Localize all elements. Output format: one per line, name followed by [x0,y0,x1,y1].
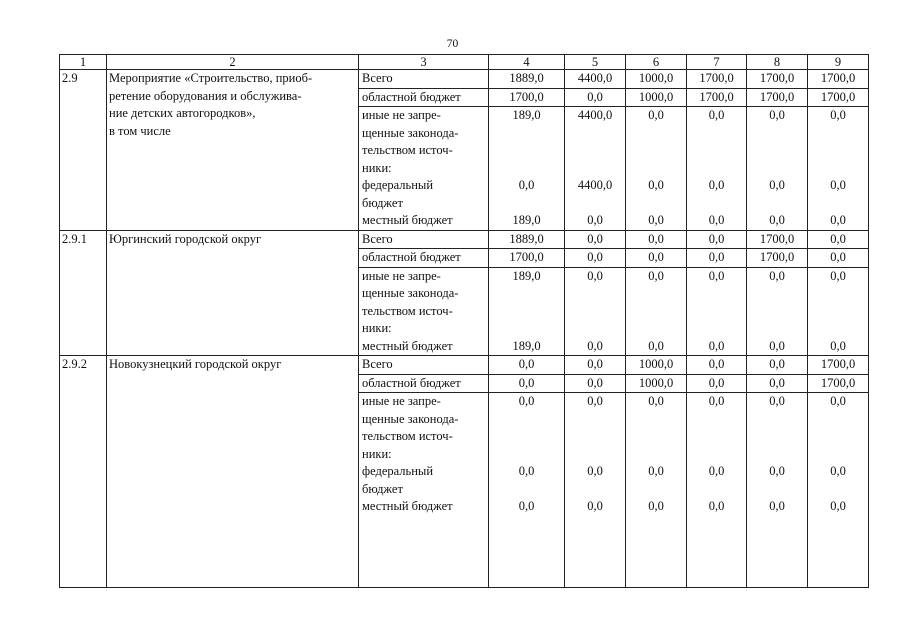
value-line: 0,0 [708,108,725,122]
value-line: 0,0 [830,213,846,227]
value-cell [808,70,869,89]
column-number: 6 [626,55,687,70]
value-line [626,195,686,213]
value-line [565,125,625,143]
value-line: 1889,0 [509,71,544,85]
value-line [626,446,686,464]
value-line: 0,0 [769,357,785,371]
value-line: 0,0 [518,499,535,513]
row-number-text: 2.9.1 [62,231,87,246]
value-line: 1700,0 [759,231,795,246]
value-cell [687,249,747,268]
value-line [687,285,746,303]
value-cell [687,393,747,588]
value-cell [626,356,687,375]
value-line: 0,0 [769,499,785,513]
value-line [565,446,625,464]
funding-source [359,230,489,249]
value-line [489,481,564,499]
value-cell [565,88,626,107]
value-cell [489,107,565,231]
value-cell [565,70,626,89]
value-line: 0,0 [648,394,664,408]
value-line [687,142,746,160]
value-line: 0,0 [830,250,846,264]
value-line: 0,0 [708,178,725,192]
value-cell [687,88,747,107]
column-number: 8 [747,55,808,70]
column-number-row [60,55,869,70]
column-number: 9 [808,55,869,70]
value-cell [565,107,626,231]
value-cell [626,107,687,231]
value-line: 189,0 [512,268,541,283]
row-number-text: 2.9 [62,71,78,85]
value-line: 1700,0 [759,250,795,264]
value-line: 1700,0 [509,250,544,264]
value-cell [808,356,869,375]
value-line [565,428,625,446]
column-number: 5 [565,55,626,70]
funding-source-line: местный бюджет [362,213,453,227]
row-number [60,230,107,356]
measure-name [107,230,359,356]
value-line: 0,0 [708,268,725,283]
value-line: 0,0 [769,213,785,227]
value-cell [565,267,626,356]
value-cell [626,230,687,249]
funding-source-line: федеральный [362,178,434,192]
funding-source-line: иные не запре- [362,108,441,122]
value-line: 1700,0 [759,71,795,85]
value-line [808,320,868,338]
value-cell [747,107,808,231]
value-line [489,195,564,213]
value-line: 1700,0 [759,89,795,104]
value-line: 4400,0 [577,178,613,192]
value-line: 0,0 [769,108,785,122]
value-line: 0,0 [830,231,846,246]
value-line: 1700,0 [699,89,734,104]
value-cell [747,70,808,89]
funding-source-line: щенные законода- [362,286,459,300]
value-line: 0,0 [648,250,664,264]
value-line [626,320,686,338]
funding-source-line: Всего [362,231,393,246]
value-line: 0,0 [648,108,664,122]
value-line: 0,0 [587,231,603,246]
funding-source [359,356,489,375]
value-line [626,160,686,178]
value-line: 0,0 [769,464,785,478]
value-line [747,428,807,446]
value-cell [489,70,565,89]
value-line: 0,0 [830,394,846,408]
funding-source-line: тельством источ- [362,143,453,157]
value-cell [687,107,747,231]
value-line: 0,0 [830,178,846,192]
value-line: 0,0 [708,394,725,408]
value-line [565,285,625,303]
value-line: 0,0 [518,394,535,408]
value-cell [808,230,869,249]
value-line: 0,0 [648,499,664,513]
value-line [687,125,746,143]
value-line: 0,0 [648,231,664,246]
value-line [808,195,868,213]
value-line [747,195,807,213]
value-cell [626,88,687,107]
row-number [60,356,107,588]
value-cell [747,267,808,356]
value-cell [489,88,565,107]
funding-source [359,107,489,231]
value-cell [565,356,626,375]
value-line: 1000,0 [638,71,674,85]
value-line: 0,0 [708,213,725,227]
funding-source-line: федеральный [362,464,434,478]
funding-source-line: местный бюджет [362,499,453,513]
value-line [626,142,686,160]
funding-source [359,88,489,107]
value-cell [687,356,747,375]
value-line [565,320,625,338]
value-line [747,142,807,160]
value-line: 0,0 [587,375,603,390]
funding-source-line: щенные законода- [362,411,459,426]
value-line: 0,0 [769,375,785,390]
value-line: 0,0 [708,357,725,371]
column-number: 3 [359,55,489,70]
value-line [489,303,564,321]
value-line: 0,0 [587,250,603,264]
value-line: 0,0 [648,464,664,478]
value-line [626,411,686,429]
value-line: 1700,0 [820,89,856,104]
funding-source [359,249,489,268]
value-cell [808,267,869,356]
value-cell [565,374,626,393]
value-line [747,481,807,499]
value-line [626,285,686,303]
measure-name-line: Мероприятие «Строительство, приоб- [109,71,313,85]
funding-source-line: тельством источ- [362,429,453,443]
value-line [489,125,564,143]
value-line: 0,0 [587,394,603,408]
value-cell [747,88,808,107]
value-line [626,481,686,499]
value-cell [489,393,565,588]
value-line [626,125,686,143]
measure-name-line: Новокузнецкий городской округ [109,357,282,371]
value-line [489,411,564,429]
value-line: 0,0 [708,499,725,513]
value-line [808,125,868,143]
value-line [747,285,807,303]
value-line [565,303,625,321]
measure-name [107,356,359,588]
value-line: 0,0 [587,499,603,513]
column-number: 7 [687,55,747,70]
column-number: 4 [489,55,565,70]
value-line: 0,0 [769,338,785,353]
value-cell [747,356,808,375]
value-line: 0,0 [648,268,664,283]
value-cell [808,249,869,268]
value-line [687,481,746,499]
table-row [60,230,869,249]
funding-source-line: щенные законода- [362,125,459,140]
value-line: 0,0 [708,464,725,478]
funding-source-line: иные не запре- [362,394,441,408]
value-line [565,160,625,178]
budget-table [59,54,869,588]
value-line: 189,0 [512,213,541,227]
value-line: 1000,0 [638,375,674,390]
value-cell [626,374,687,393]
value-line [626,428,686,446]
funding-source-line: областной бюджет [362,89,461,104]
value-line: 0,0 [708,375,725,390]
row-number-text: 2.9.2 [62,357,87,371]
value-line [747,446,807,464]
page-number: 70 [446,38,459,50]
value-cell [489,267,565,356]
funding-source-line: ники: [362,160,392,175]
value-line [808,285,868,303]
value-line: 0,0 [769,394,785,408]
value-line [687,411,746,429]
value-cell [808,88,869,107]
value-line [687,303,746,321]
value-line: 0,0 [708,250,725,264]
value-line [565,195,625,213]
value-line [489,446,564,464]
value-cell [565,249,626,268]
value-line [808,428,868,446]
value-line [489,320,564,338]
value-line: 0,0 [769,268,785,283]
value-line [565,142,625,160]
value-cell [687,374,747,393]
value-line: 1000,0 [638,89,674,104]
value-cell [489,230,565,249]
value-line [808,411,868,429]
value-line [489,142,564,160]
value-line [808,142,868,160]
value-cell [565,230,626,249]
value-line [747,320,807,338]
value-line: 1700,0 [820,71,856,85]
table-row [60,70,869,89]
value-cell [489,374,565,393]
value-line: 0,0 [830,338,846,353]
value-cell [626,267,687,356]
table-row [60,356,869,375]
value-line: 4400,0 [577,71,613,85]
value-cell [808,393,869,588]
measure-name-line: ние детских автогородков», [109,106,256,120]
value-line: 1700,0 [699,71,734,85]
value-cell [808,374,869,393]
value-line [687,195,746,213]
value-line: 0,0 [769,178,785,192]
value-cell [626,70,687,89]
funding-source-line: бюджет [362,481,403,496]
measure-name-line: ретение оборудования и обслужива- [109,88,302,103]
value-line: 1889,0 [509,231,544,246]
value-cell [687,267,747,356]
funding-source-line: иные не запре- [362,268,441,283]
value-line: 0,0 [587,89,603,104]
value-line: 0,0 [830,464,846,478]
value-line: 0,0 [587,213,603,227]
funding-source-line: областной бюджет [362,250,461,264]
value-line [565,481,625,499]
value-line [808,303,868,321]
funding-source-line: ники: [362,446,392,461]
value-line [489,428,564,446]
value-cell [489,356,565,375]
value-cell [747,230,808,249]
value-line: 1700,0 [820,375,856,390]
funding-source-line: бюджет [362,195,403,210]
value-line: 0,0 [830,108,846,122]
column-number: 2 [107,55,359,70]
value-line: 0,0 [587,268,603,283]
value-cell [687,230,747,249]
table-body [60,55,869,588]
value-line: 4400,0 [577,108,613,122]
value-cell [565,393,626,588]
value-line: 0,0 [587,464,603,478]
value-cell [747,374,808,393]
value-line [747,125,807,143]
value-line: 0,0 [518,464,535,478]
value-cell [489,249,565,268]
value-cell [626,393,687,588]
value-cell [747,249,808,268]
column-number: 1 [60,55,107,70]
funding-source [359,70,489,89]
value-line: 0,0 [587,357,603,371]
value-line [808,481,868,499]
funding-source-line: Всего [362,71,393,85]
value-line: 0,0 [518,178,535,192]
value-cell [808,107,869,231]
value-line [687,320,746,338]
value-line: 189,0 [512,338,541,353]
value-line [687,428,746,446]
value-line [808,446,868,464]
value-line [489,285,564,303]
value-line: 0,0 [518,375,535,390]
value-line: 1700,0 [820,357,856,371]
value-cell [626,249,687,268]
value-line: 0,0 [518,357,535,371]
value-line [489,160,564,178]
funding-source [359,374,489,393]
value-line: 0,0 [587,338,603,353]
value-line: 1700,0 [509,89,544,104]
value-line [626,303,686,321]
value-line [565,411,625,429]
value-line: 0,0 [648,213,664,227]
value-cell [747,393,808,588]
value-line: 0,0 [830,268,846,283]
value-line [687,160,746,178]
value-line: 0,0 [708,231,725,246]
value-line [747,411,807,429]
value-line: 0,0 [708,338,725,353]
funding-source [359,267,489,356]
measure-name-line: Юргинский городской округ [109,231,262,246]
funding-source-line: тельством источ- [362,303,453,318]
measure-name-line: в том числе [109,123,171,138]
value-line: 189,0 [512,108,541,122]
funding-source-line: областной бюджет [362,375,461,390]
value-line: 0,0 [648,178,664,192]
value-line [747,160,807,178]
row-number [60,70,107,231]
funding-source-line: ники: [362,321,392,335]
measure-name [107,70,359,231]
value-line: 0,0 [830,499,846,513]
funding-source-line: Всего [362,357,393,371]
funding-source-line: местный бюджет [362,338,453,353]
value-line [747,303,807,321]
value-line [808,160,868,178]
value-cell [687,70,747,89]
value-line: 0,0 [648,338,664,353]
value-line [687,446,746,464]
value-line: 1000,0 [638,357,674,371]
funding-source [359,393,489,588]
